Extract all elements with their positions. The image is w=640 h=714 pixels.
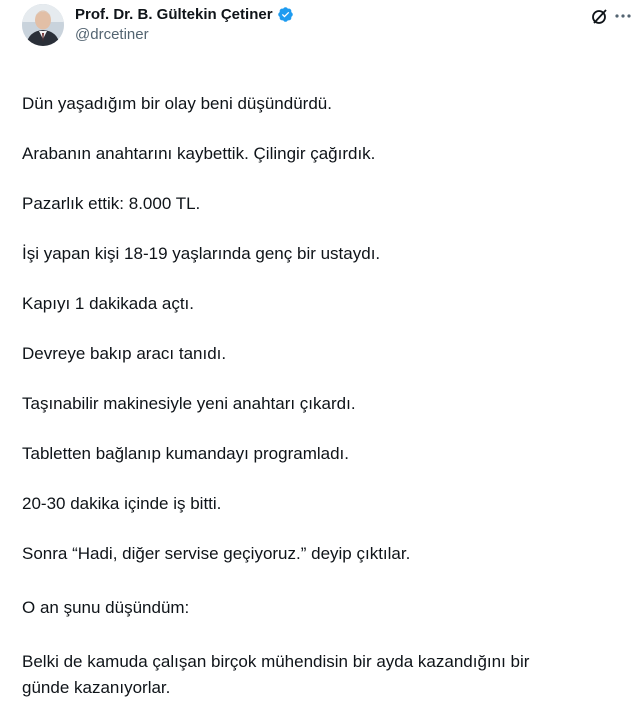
tweet-paragraph: Sonra “Hadi, diğer servise geçiyoruz.” deyip çıktılar. (22, 544, 411, 563)
tweet-paragraph: günde kazanıyorlar. (22, 678, 171, 697)
tweet-paragraph: O an şunu düşündüm: (22, 598, 190, 617)
profile-photo-icon (22, 4, 64, 46)
more-options-icon[interactable] (614, 6, 632, 26)
grok-icon[interactable] (590, 6, 610, 26)
tweet-header (22, 2, 632, 50)
tweet-paragraph: İşi yapan kişi 18-19 yaşlarında genç bir ustaydı. (22, 244, 381, 263)
tweet-paragraph: Arabanın anahtarını kaybettik. Çilingir çağırdık. (22, 144, 376, 163)
tweet-paragraph: Dün yaşadığım bir olay beni düşündürdü. (22, 94, 332, 113)
header-actions (590, 6, 632, 26)
tweet-paragraph: Pazarlık ettik: 8.000 TL. (22, 194, 201, 213)
author-info (75, 4, 294, 43)
tweet-paragraph: Devreye bakıp aracı tanıdı. (22, 344, 227, 363)
verified-badge-icon (277, 6, 294, 23)
avatar[interactable] (22, 4, 64, 46)
tweet-paragraph: Tabletten bağlanıp kumandayı programladı. (22, 444, 349, 463)
tweet-paragraph: Belki de kamuda çalışan birçok mühendisin bir ayda kazandığını bir (22, 652, 530, 671)
display-name[interactable]: Prof. Dr. B. Gültekin Çetiner (75, 6, 273, 23)
tweet-paragraph: 20-30 dakika içinde iş bitti. (22, 494, 222, 513)
tweet-paragraph: Kapıyı 1 dakikada açtı. (22, 294, 194, 313)
tweet-paragraph: Taşınabilir makinesiyle yeni anahtarı çıkardı. (22, 394, 356, 413)
handle[interactable]: @drcetiner (75, 26, 149, 43)
